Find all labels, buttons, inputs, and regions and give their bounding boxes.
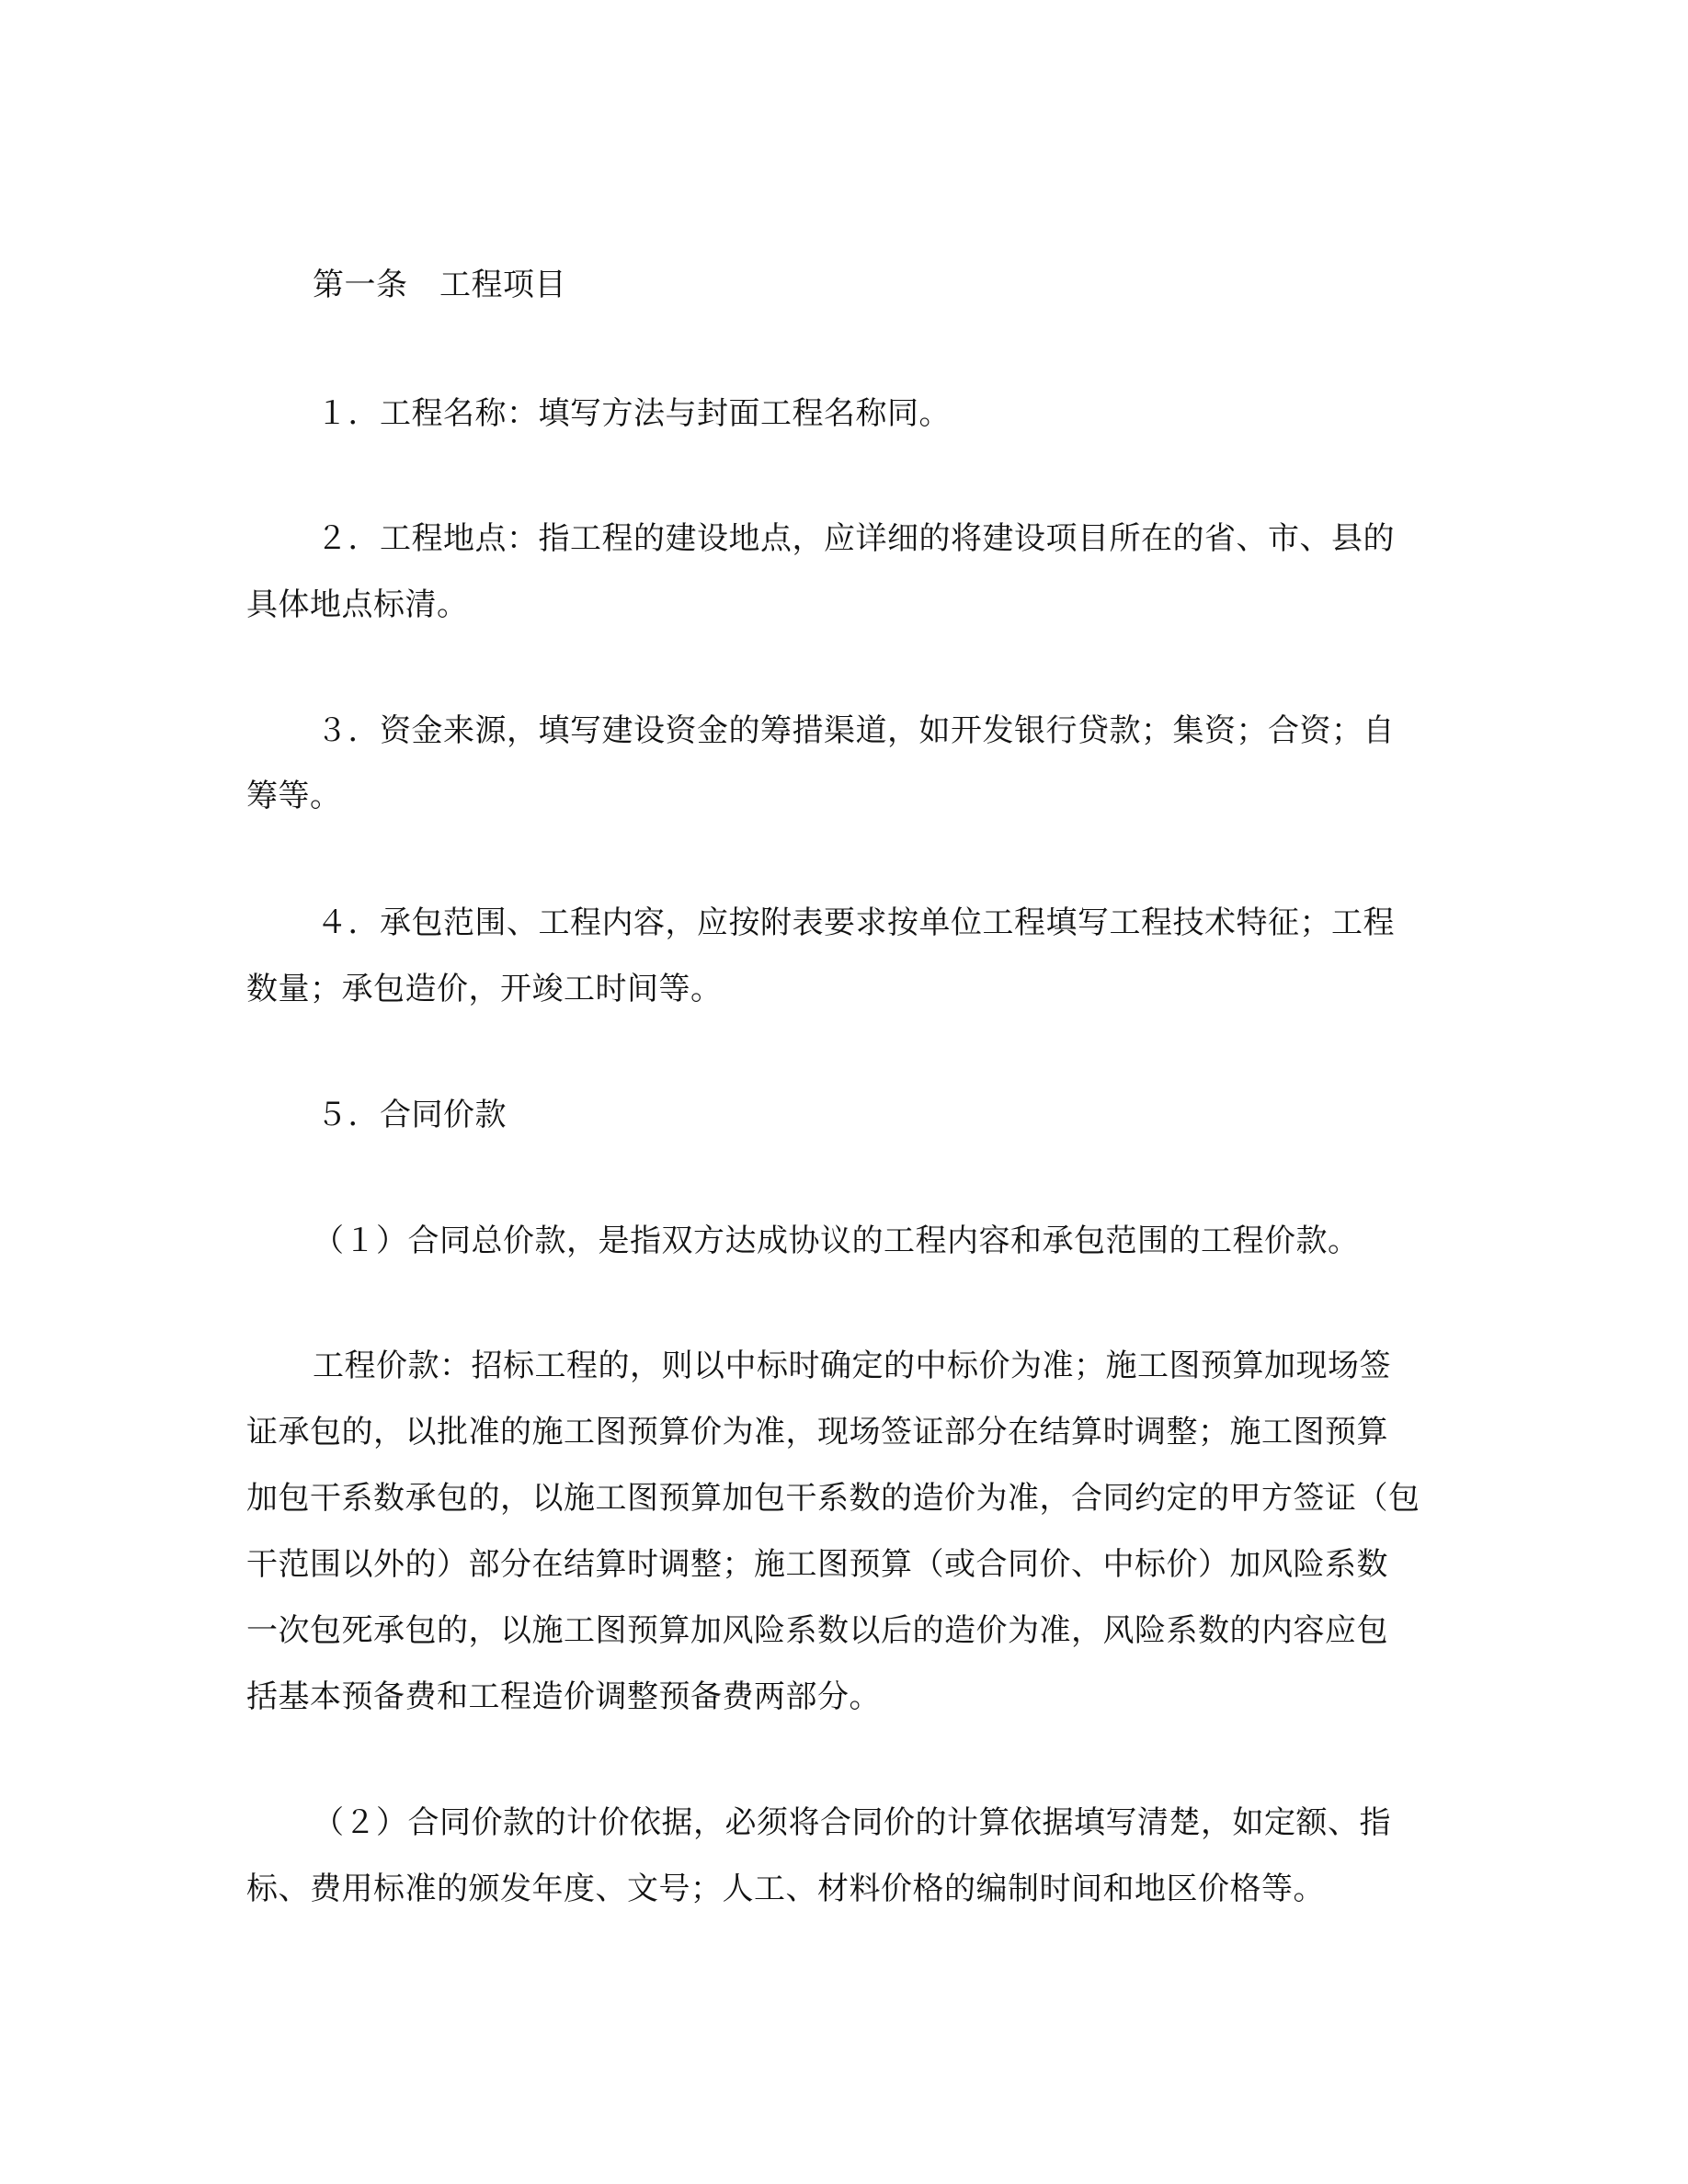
item-5-text: ５．合同价款 [316,1097,507,1133]
project-price-line-6: 括基本预备费和工程造价调整预备费两部分。 [246,1678,881,1715]
article-heading: 第一条 工程项目 [313,267,566,303]
item-2-line-1: ２．工程地点：指工程的建设地点，应详细的将建设项目所在的省、市、县的 [316,520,1395,557]
sub-item-2-line-2: 标、费用标准的颁发年度、文号；人工、材料价格的编制时间和地区价格等。 [246,1871,1325,1907]
item-2-line-2: 具体地点标清。 [246,586,469,623]
item-4-line-1: ４．承包范围、工程内容，应按附表要求按单位工程填写工程技术特征；工程 [316,904,1395,941]
project-price-line-5: 一次包死承包的，以施工图预算加风险系数以后的造价为准，风险系数的内容应包 [246,1612,1388,1649]
item-1-text: １．工程名称：填写方法与封面工程名称同。 [316,395,951,432]
item-3-line-2: 筹等。 [246,778,342,814]
sub-item-1-text: （１）合同总价款，是指双方达成协议的工程内容和承包范围的工程价款。 [313,1223,1360,1259]
sub-item-2-line-1: （２）合同价款的计价依据，必须将合同价的计算依据填写清楚，如定额、指 [313,1804,1391,1841]
project-price-line-2: 证承包的，以批准的施工图预算价为准，现场签证部分在结算时调整；施工图预算 [246,1414,1388,1450]
project-price-line-3: 加包干系数承包的，以施工图预算加包干系数的造价为准，合同约定的甲方签证（包 [246,1480,1420,1517]
project-price-line-1: 工程价款：招标工程的，则以中标时确定的中标价为准；施工图预算加现场签 [313,1348,1391,1384]
item-3-line-1: ３．资金来源，填写建设资金的筹措渠道，如开发银行贷款；集资；合资；自 [316,712,1395,749]
item-4-line-2: 数量；承包造价，开竣工时间等。 [246,971,723,1007]
project-price-line-4: 干范围以外的）部分在结算时调整；施工图预算（或合同价、中标价）加风险系数 [246,1546,1388,1583]
